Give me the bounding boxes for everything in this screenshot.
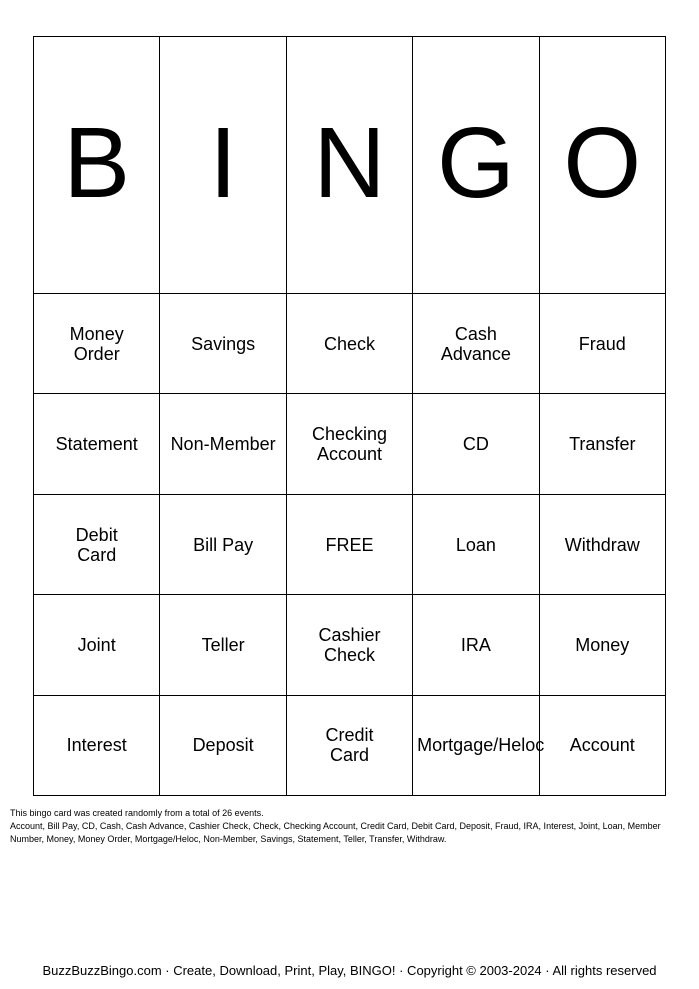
header-letter-g: G [413,37,539,294]
card-row-1 [34,294,666,394]
bingo-cell: Checking Account [286,394,412,494]
bingo-cell: Money [539,595,665,695]
card-row-2 [34,394,666,494]
bingo-cell: Transfer [539,394,665,494]
bingo-cell: Withdraw [539,494,665,594]
card-info-summary: This bingo card was created randomly from a total of 26 events. [10,808,264,818]
bingo-cell: Account [539,695,665,795]
bingo-cell: Joint [34,595,160,695]
card-info-event-list: Account, Bill Pay, CD, Cash, Cash Advance, Cashier Check, Check, Checking Account, Credit Card, Debit Card, Deposit, Fraud, IRA, Interest, Joint, Loan, Member Number, Money, Money Order, Mortgage/Heloc, Non-Member, Savings, Statement, Teller, Transfer, Withdraw. [10,821,661,844]
bingo-cell: IRA [413,595,539,695]
header-letter-o: O [539,37,665,294]
bingo-cell: Fraud [539,294,665,394]
bingo-cell: Bill Pay [160,494,286,594]
card-info [10,807,690,846]
bingo-cell: Interest [34,695,160,795]
card-row-4 [34,595,666,695]
bingo-cell: Credit Card [286,695,412,795]
bingo-cell: Cashier Check [286,595,412,695]
card-row-5 [34,695,666,795]
bingo-cell: Deposit [160,695,286,795]
header-letter-i: I [160,37,286,294]
free-space-cell: FREE [286,494,412,594]
bingo-card [33,36,666,796]
bingo-cell: Check [286,294,412,394]
page-footer: BuzzBuzzBingo.com · Create, Download, Print, Play, BINGO! · Copyright © 2003-2024 · All rights reserved [42,963,657,978]
card-row-3 [34,494,666,594]
bingo-cell: Non-Member [160,394,286,494]
bingo-cell: Debit Card [34,494,160,594]
bingo-cell: Teller [160,595,286,695]
bingo-cell: Cash Advance [413,294,539,394]
bingo-cell: CD [413,394,539,494]
bingo-cell: Statement [34,394,160,494]
bingo-cell: Money Order [34,294,160,394]
bingo-cell: Loan [413,494,539,594]
header-row [34,37,666,294]
bingo-cell: Mortgage/Heloc [413,695,539,795]
header-letter-n: N [286,37,412,294]
bingo-cell: Savings [160,294,286,394]
header-letter-b: B [34,37,160,294]
